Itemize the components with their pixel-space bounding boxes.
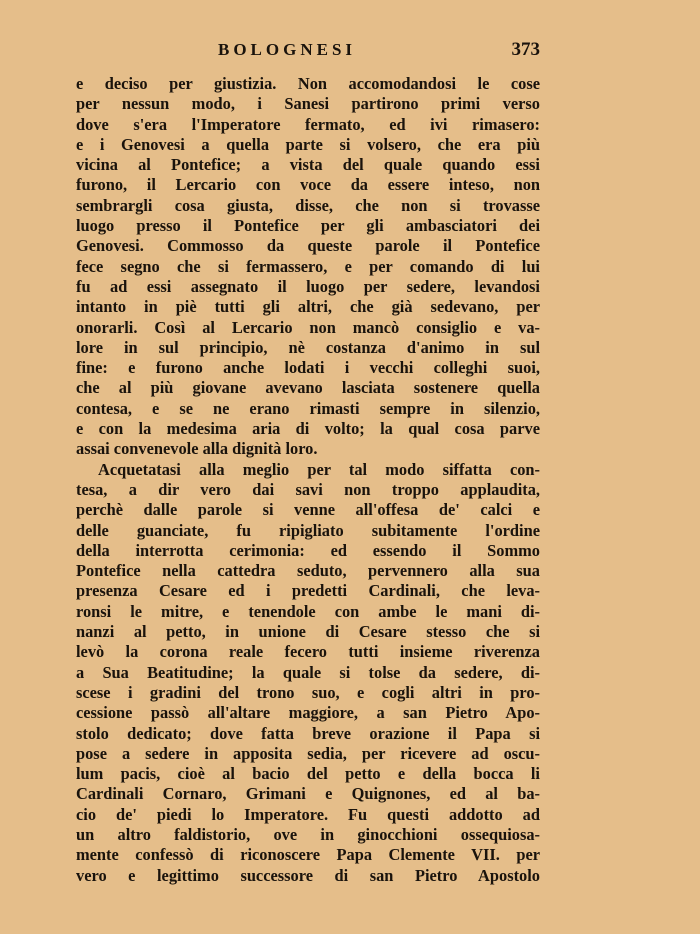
text-line: Pontefice nella cattedra seduto, pervennero alla sua — [76, 561, 540, 581]
text-line: vero e legittimo successore di san Pietro Apostolo — [76, 865, 540, 885]
text-line: tesa, a dir vero dai savi non troppo applaudita, — [76, 479, 540, 499]
text-line: ronsi le mitre, e tenendole con ambe le mani di- — [76, 601, 540, 621]
text-line: nanzi al petto, in unione di Cesare stesso che si — [76, 622, 540, 642]
text-line: vicina al Pontefice; a vista del quale quando essi — [76, 155, 540, 175]
text-line: e deciso per giustizia. Non accomodandosi le cose — [76, 74, 540, 93]
text-line: furono, il Lercario con voce da essere inteso, non — [76, 175, 540, 195]
text-line: stolo dedicato; dove fatta breve orazione il Papa si — [76, 723, 540, 743]
text-line: onorarli. Così al Lercario non mancò consiglio e va- — [76, 317, 540, 337]
running-head — [78, 40, 540, 66]
text-line: dove s'era l'Imperatore fermato, ed ivi rimasero: — [76, 114, 540, 134]
text-line: fece segno che si fermassero, e per comando di lui — [76, 256, 540, 276]
text-line: intanto in piè tutti gli altri, che già sedevano, per — [76, 297, 540, 317]
text-line: fine: e furono anche lodati i vecchi colleghi suoi, — [76, 358, 540, 378]
paragraph-2 — [76, 460, 540, 886]
text-line: luogo presso il Pontefice per gli ambasciatori dei — [76, 216, 540, 236]
running-title: BOLOGNESI — [218, 40, 357, 59]
text-line: assai convenevole alla dignità loro. — [76, 439, 318, 459]
text-line: presenza Cesare ed i predetti Cardinali, che leva- — [76, 581, 540, 601]
text-line: contesa, e se ne erano rimasti sempre in silenzio, — [76, 398, 540, 418]
text-line: per nessun modo, i Sanesi partirono primi verso — [76, 94, 540, 114]
body-text — [76, 74, 540, 886]
text-line: lum pacis, cioè al bacio del petto e della bocca li — [76, 764, 540, 784]
text-line: un altro faldistorio, ove in ginocchioni ossequiosa- — [76, 824, 540, 844]
text-line: Cardinali Cornaro, Grimani e Quignones, ed al ba- — [76, 784, 540, 804]
text-line: sembrargli cosa giusta, disse, che non si trovasse — [76, 195, 540, 215]
paragraph-1 — [76, 74, 540, 460]
text-line: levò la corona reale fecero tutti insieme riverenza — [76, 642, 540, 662]
text-line: cio de' piedi lo Imperatore. Fu questi addotto ad — [76, 804, 540, 824]
text-line: e i Genovesi a quella parte si volsero, che era più — [76, 134, 540, 154]
text-line: mente confessò di riconoscere Papa Clemente VII. per — [76, 845, 540, 865]
text-line: lore in sul principio, nè costanza d'animo in sul — [76, 337, 540, 357]
text-line: a Sua Beatitudine; la quale si tolse da sedere, di- — [76, 662, 540, 682]
text-line: e con la medesima aria di volto; la qual cosa parve — [76, 419, 540, 439]
text-line: della interrotta cerimonia: ed essendo il Sommo — [76, 540, 540, 560]
text-line: Genovesi. Commosso da queste parole il Pontefice — [76, 236, 540, 256]
text-line: fu ad essi assegnato il luogo per sedere, levandosi — [76, 276, 540, 296]
text-line: pose a sedere in apposita sedia, per ricevere ad oscu- — [76, 743, 540, 763]
text-line: cessione passò all'altare maggiore, a san Pietro Apo- — [76, 703, 540, 723]
text-line: perchè dalle parole si venne all'offesa de' calci e — [76, 500, 540, 520]
text-line: che al più giovane avevano lasciata sostenere quella — [76, 378, 540, 398]
text-line: scese i gradini del trono suo, e cogli altri in pro- — [76, 682, 540, 702]
page-number: 373 — [511, 39, 540, 60]
text-line: delle guanciate, fu ripigliato subitamente l'ordine — [76, 520, 540, 540]
text-line: Acquetatasi alla meglio per tal modo siffatta con- — [98, 459, 540, 479]
